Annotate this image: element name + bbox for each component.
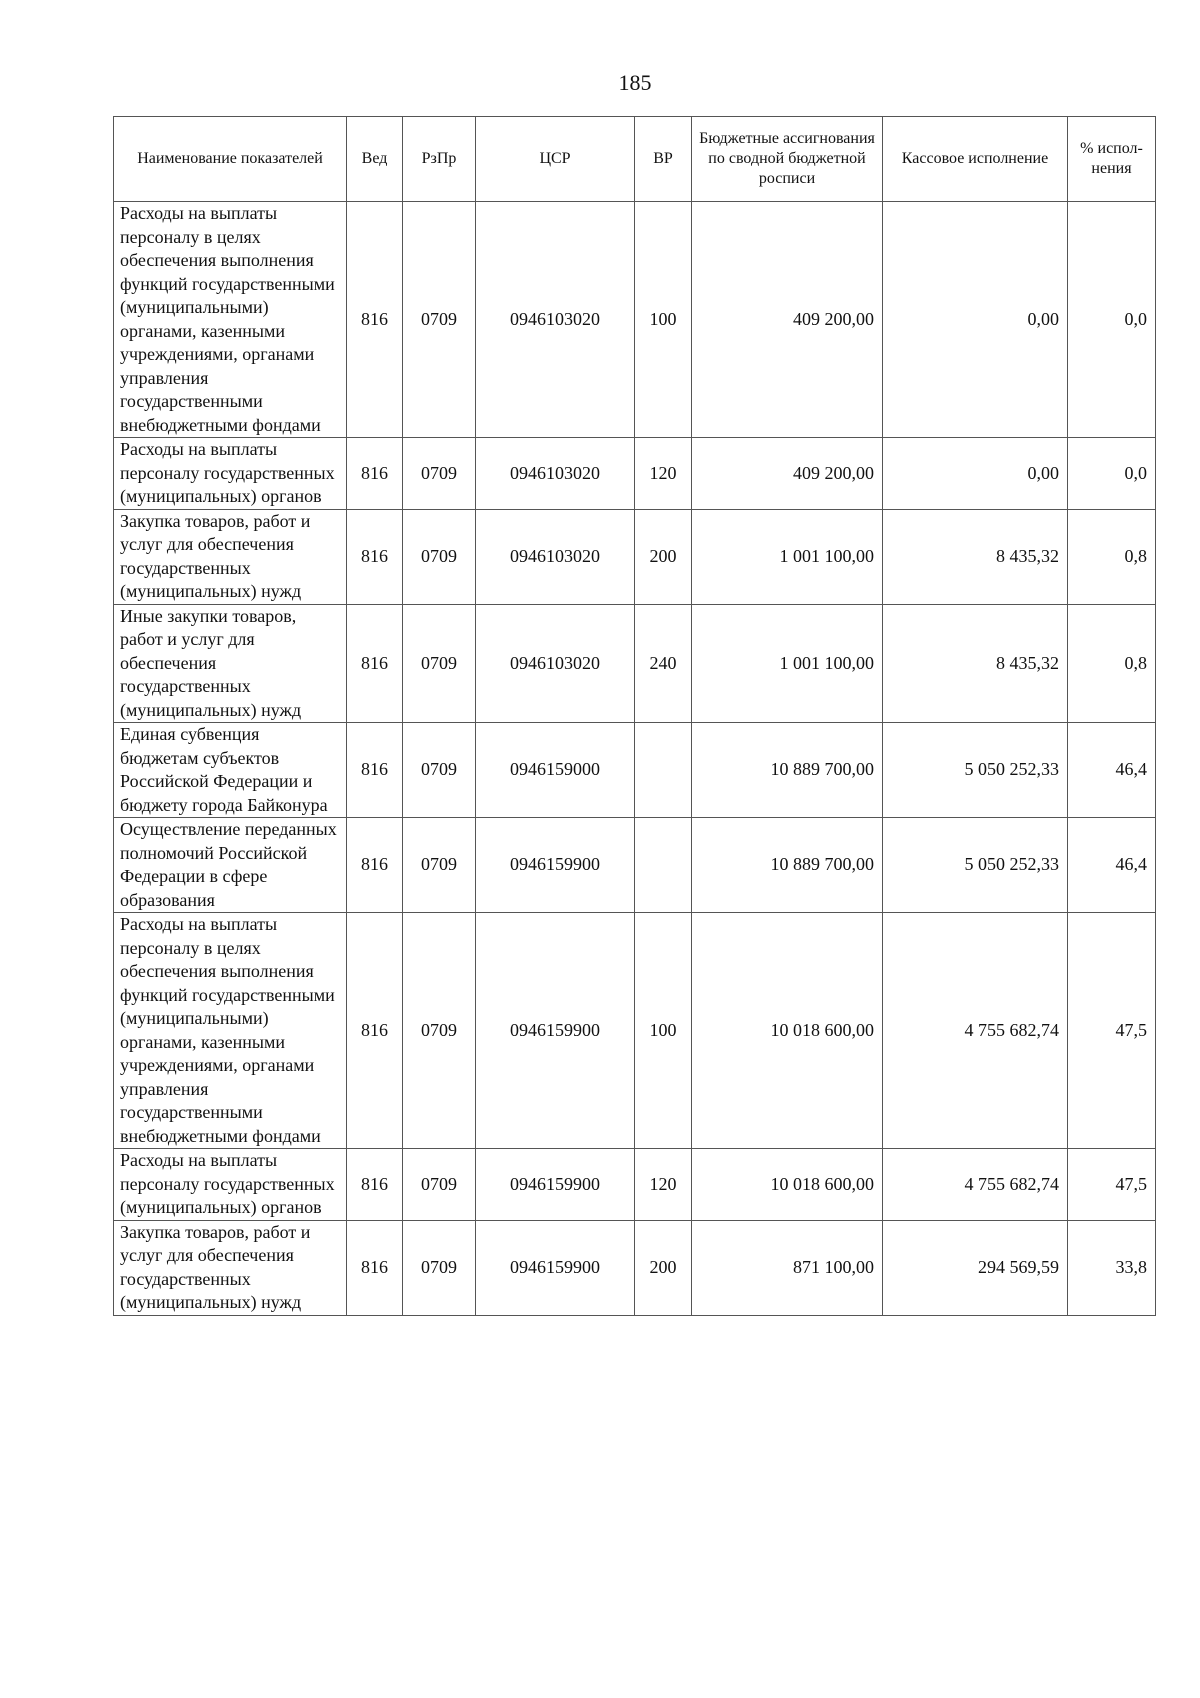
row-name: Расходы на выплаты персоналу государственных (муниципальных) органов bbox=[114, 438, 347, 510]
header-name: Наименование показателей bbox=[114, 117, 347, 202]
table-row bbox=[114, 1149, 1156, 1221]
row-ved: 816 bbox=[347, 913, 403, 1149]
row-csr: 0946103020 bbox=[476, 202, 635, 438]
row-cash: 8 435,32 bbox=[883, 509, 1068, 604]
row-ved: 816 bbox=[347, 202, 403, 438]
row-cash: 294 569,59 bbox=[883, 1220, 1068, 1315]
row-csr: 0946159900 bbox=[476, 913, 635, 1149]
row-csr: 0946103020 bbox=[476, 604, 635, 723]
header-cash: Кассовое исполнение bbox=[883, 117, 1068, 202]
table-row bbox=[114, 818, 1156, 913]
row-rzpr: 0709 bbox=[403, 202, 476, 438]
row-percent: 0,8 bbox=[1068, 604, 1156, 723]
row-vr: 120 bbox=[635, 1149, 692, 1221]
table-row bbox=[114, 913, 1156, 1149]
row-rzpr: 0709 bbox=[403, 913, 476, 1149]
row-name: Иные закупки товаров, работ и услуг для обеспечения государственных (муниципальных) нужд bbox=[114, 604, 347, 723]
row-name: Единая субвенция бюджетам субъектов Российской Федерации и бюджету города Байконура bbox=[114, 723, 347, 818]
row-rzpr: 0709 bbox=[403, 1220, 476, 1315]
header-ved: Вед bbox=[347, 117, 403, 202]
row-ved: 816 bbox=[347, 604, 403, 723]
row-ved: 816 bbox=[347, 509, 403, 604]
row-cash: 5 050 252,33 bbox=[883, 723, 1068, 818]
row-ved: 816 bbox=[347, 818, 403, 913]
row-percent: 0,0 bbox=[1068, 438, 1156, 510]
row-name: Расходы на выплаты персоналу в целях обеспечения выполнения функций государственными (муниципальными) органами, казенными учреждениями, органами управления государственными внебюджетными фондами bbox=[114, 202, 347, 438]
page-number: 185 bbox=[618, 70, 652, 95]
row-rzpr: 0709 bbox=[403, 818, 476, 913]
row-name: Расходы на выплаты персоналу государственных (муниципальных) органов bbox=[114, 1149, 347, 1221]
row-percent: 0,0 bbox=[1068, 202, 1156, 438]
budget-execution-table bbox=[113, 116, 1156, 1316]
table-row bbox=[114, 1220, 1156, 1315]
row-ved: 816 bbox=[347, 438, 403, 510]
row-cash: 0,00 bbox=[883, 202, 1068, 438]
row-vr bbox=[635, 723, 692, 818]
row-csr: 0946103020 bbox=[476, 509, 635, 604]
header-percent: % испол-нения bbox=[1068, 117, 1156, 202]
row-name: Расходы на выплаты персоналу в целях обеспечения выполнения функций государственными (муниципальными) органами, казенными учреждениями, органами управления государственными внебюджетными фондами bbox=[114, 913, 347, 1149]
table-row bbox=[114, 438, 1156, 510]
row-cash: 4 755 682,74 bbox=[883, 1149, 1068, 1221]
row-csr: 0946159900 bbox=[476, 1149, 635, 1221]
header-vr: ВР bbox=[635, 117, 692, 202]
row-name: Закупка товаров, работ и услуг для обеспечения государственных (муниципальных) нужд bbox=[114, 509, 347, 604]
row-budget: 10 889 700,00 bbox=[692, 818, 883, 913]
row-rzpr: 0709 bbox=[403, 438, 476, 510]
header-csr: ЦСР bbox=[476, 117, 635, 202]
table-row bbox=[114, 604, 1156, 723]
row-vr: 200 bbox=[635, 1220, 692, 1315]
table-row bbox=[114, 723, 1156, 818]
row-percent: 47,5 bbox=[1068, 1149, 1156, 1221]
row-percent: 33,8 bbox=[1068, 1220, 1156, 1315]
row-budget: 10 889 700,00 bbox=[692, 723, 883, 818]
row-vr: 120 bbox=[635, 438, 692, 510]
row-cash: 4 755 682,74 bbox=[883, 913, 1068, 1149]
row-vr: 240 bbox=[635, 604, 692, 723]
row-percent: 46,4 bbox=[1068, 818, 1156, 913]
row-budget: 1 001 100,00 bbox=[692, 604, 883, 723]
row-budget: 1 001 100,00 bbox=[692, 509, 883, 604]
row-ved: 816 bbox=[347, 723, 403, 818]
row-vr bbox=[635, 818, 692, 913]
row-name: Закупка товаров, работ и услуг для обеспечения государственных (муниципальных) нужд bbox=[114, 1220, 347, 1315]
row-rzpr: 0709 bbox=[403, 723, 476, 818]
row-rzpr: 0709 bbox=[403, 604, 476, 723]
header-rzpr: РзПр bbox=[403, 117, 476, 202]
row-rzpr: 0709 bbox=[403, 1149, 476, 1221]
row-rzpr: 0709 bbox=[403, 509, 476, 604]
table-row bbox=[114, 509, 1156, 604]
row-vr: 100 bbox=[635, 202, 692, 438]
row-cash: 5 050 252,33 bbox=[883, 818, 1068, 913]
row-percent: 47,5 bbox=[1068, 913, 1156, 1149]
row-budget: 10 018 600,00 bbox=[692, 1149, 883, 1221]
row-csr: 0946103020 bbox=[476, 438, 635, 510]
row-ved: 816 bbox=[347, 1149, 403, 1221]
row-percent: 46,4 bbox=[1068, 723, 1156, 818]
row-csr: 0946159900 bbox=[476, 1220, 635, 1315]
row-budget: 871 100,00 bbox=[692, 1220, 883, 1315]
row-csr: 0946159000 bbox=[476, 723, 635, 818]
row-name: Осуществление переданных полномочий Российской Федерации в сфере образования bbox=[114, 818, 347, 913]
row-vr: 200 bbox=[635, 509, 692, 604]
row-budget: 409 200,00 bbox=[692, 202, 883, 438]
row-cash: 0,00 bbox=[883, 438, 1068, 510]
row-percent: 0,8 bbox=[1068, 509, 1156, 604]
header-budget: Бюджетные ассигнования по сводной бюджетной росписи bbox=[692, 117, 883, 202]
row-ved: 816 bbox=[347, 1220, 403, 1315]
row-cash: 8 435,32 bbox=[883, 604, 1068, 723]
table-row bbox=[114, 202, 1156, 438]
row-budget: 409 200,00 bbox=[692, 438, 883, 510]
table-header-row bbox=[114, 117, 1156, 202]
row-vr: 100 bbox=[635, 913, 692, 1149]
row-csr: 0946159900 bbox=[476, 818, 635, 913]
row-budget: 10 018 600,00 bbox=[692, 913, 883, 1149]
